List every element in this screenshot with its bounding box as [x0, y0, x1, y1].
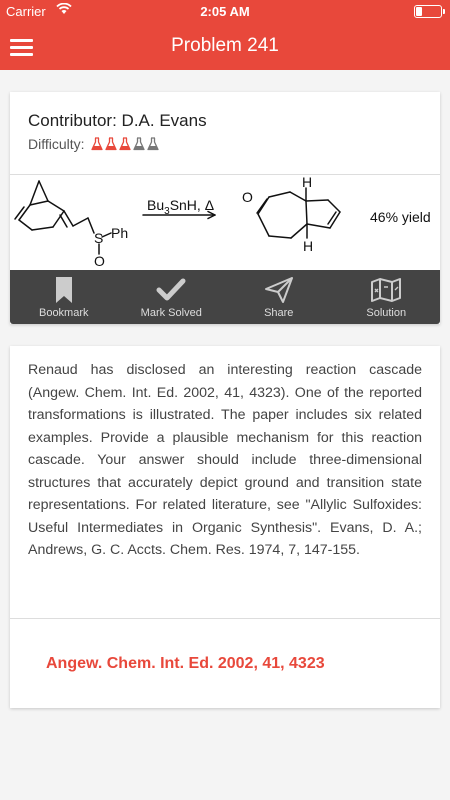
battery-icon	[414, 5, 442, 18]
solution-button[interactable]	[333, 270, 441, 324]
checkmark-icon	[156, 277, 186, 303]
share-paper-plane-icon	[264, 276, 294, 304]
status-time: 2:05 AM	[200, 4, 250, 19]
difficulty-row	[28, 136, 159, 152]
status-bar	[0, 0, 450, 22]
mark-solved-label: Mark Solved	[140, 307, 202, 319]
page-title: Problem 241	[171, 35, 279, 56]
share-button[interactable]	[225, 270, 333, 324]
flask-filled-icon	[91, 137, 103, 151]
sulfur-atom: S	[94, 230, 104, 246]
contributor-label: Contributor: D.A. Evans	[28, 111, 207, 130]
sulfoxide-oxygen: O	[94, 253, 105, 269]
reagent-label: $Bu_3SnH$, Δ	[147, 197, 215, 217]
nav-header	[0, 0, 450, 70]
yield-label: 46% yield	[370, 209, 431, 225]
carrier-label: Carrier	[6, 4, 46, 19]
flask-empty-icon	[133, 137, 145, 151]
bookmark-label: Bookmark	[38, 307, 89, 319]
reference-link[interactable]: Angew. Chem. Int. Ed. 2002, 41, 4323	[46, 655, 325, 672]
divider	[10, 618, 440, 619]
bookmark-icon	[54, 276, 74, 304]
ketone-oxygen: O	[242, 189, 253, 205]
action-toolbar	[10, 270, 440, 324]
share-label: Share	[264, 307, 294, 319]
flask-empty-icon	[147, 137, 159, 151]
problem-description: Renaud has disclosed an interesting reaction cascade (Angew. Chem. Int. Ed. 2002, 41, 4323). One of the reported transformations is illustrated. The paper includes six related examples. Provide a plausible mechanism for this reaction cascade. Your answer should include three-dimensional structures that accurately depict ground and transition state representations. For related literature, see "Allylic Sulfoxides: Useful Intermediates in Organic Synthesis". Evans, D. A.; Andrews, G. C. Accts. Chem. Res. 1974, 7, 147-155.	[28, 362, 422, 558]
reaction-scheme-drawing	[10, 175, 440, 269]
solution-label: Solution	[366, 307, 407, 319]
map-icon	[370, 277, 402, 303]
hydrogen-bottom: H	[303, 238, 314, 254]
description-card	[10, 346, 440, 708]
hydrogen-top: H	[302, 175, 313, 190]
bookmark-button[interactable]	[10, 270, 118, 324]
mark-solved-button[interactable]	[118, 270, 226, 324]
difficulty-rating	[91, 137, 159, 151]
flask-filled-icon	[105, 137, 117, 151]
problem-card	[10, 92, 440, 324]
flask-filled-icon	[119, 137, 131, 151]
reaction-scheme	[10, 174, 440, 269]
difficulty-label: Difficulty:	[28, 136, 85, 152]
phenyl-label: Ph	[111, 225, 129, 241]
